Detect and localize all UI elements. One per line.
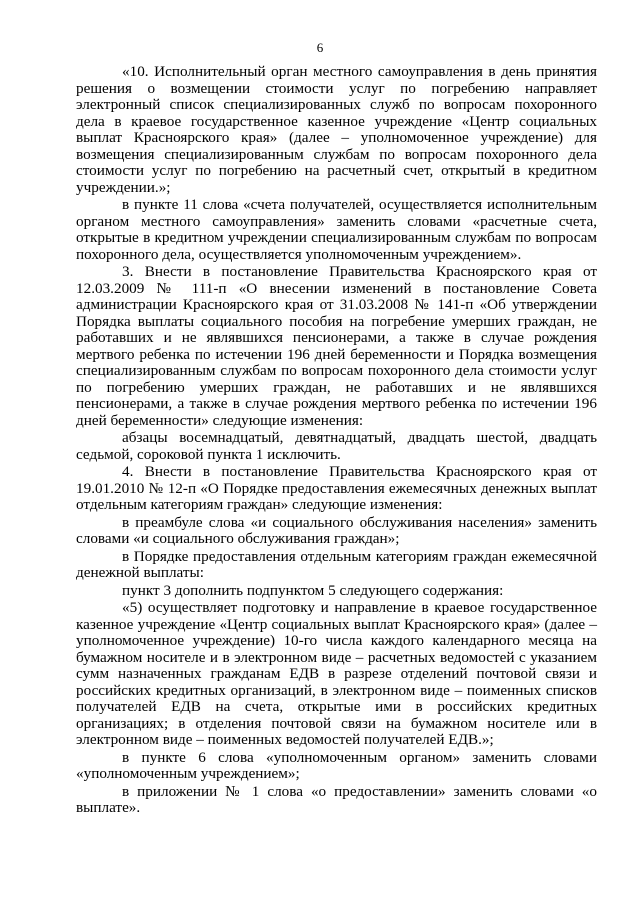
- paragraph-point-11-amendment: в пункте 11 слова «счета получателей, осуществляется исполнительным органом местного самоуправления» заменить словами «расчетные счета, открытые в кредитном учреждении специализированным службам по вопросам похоронного дела, осуществляется уполномоченным учреждением».: [76, 196, 597, 263]
- paragraph-subpoint-5-text: «5) осуществляет подготовку и направление в краевое государственное казенное учреждение «Центр социальных выплат Красноярского края» (далее – уполномоченное учреждение) 10-го числа каждого календарного месяца на бумажном носителе и в электронном виде – расчетных ведомостей с указанием сумм назначенных гражданам ЕДВ в разрезе отделений почтовой связи и российских кредитных организаций, в электронном виде – поименных списков получателей ЕДВ на счета, открытые ими в российских кредитных организациях; в отделения почтовой связи на бумажном носителе или в электронном виде – поименных ведомостей получателей ЕДВ.»;: [76, 599, 597, 748]
- paragraph-preamble-change: в преамбуле слова «и социального обслуживания населения» заменить словами «и социального обслуживания граждан»;: [76, 513, 597, 547]
- paragraph-point-6-amendment: в пункте 6 слова «уполномоченным органом» заменить словами «уполномоченным учреждением»;: [76, 748, 597, 782]
- paragraph-appendix-1-amendment: в приложении № 1 слова «о предоставлении» заменить словами «о выплате».: [76, 782, 597, 816]
- paragraph-point-3-addition: пункт 3 дополнить подпунктом 5 следующего содержания:: [122, 581, 504, 599]
- paragraph-section-4: 4. Внести в постановление Правительства Красноярского края от 19.01.2010 № 12-п «О Порядке предоставления ежемесячных денежных выплат отдельным категориям граждан» следующие изменения:: [76, 463, 597, 513]
- paragraph-order-intro: в Порядке предоставления отдельным категориям граждан ежемесячной денежной выплаты:: [76, 547, 597, 581]
- paragraph-section-3: 3. Внести в постановление Правительства Красноярского края от 12.03.2009 № 111-п «О внесении изменений в постановление Совета администрации Красноярского края от 31.03.2008 № 141-п «Об утверждении Порядка выплаты социального пособия на погребение умерших граждан, не работавших и не являвшихся пенсионерами, а также в случае рождения мертвого ребенка по истечении 196 дней беременности и Порядка возмещения специализированным службам по вопросам похоронного дела стоимости услуг по погребению умерших граждан, не работавших и не являвшихся пенсионерами, а также в случае рождения мертвого ребенка по истечении 196 дней беременности» следующие изменения:: [76, 263, 597, 429]
- paragraph-section-3-change: абзацы восемнадцатый, девятнадцатый, двадцать шестой, двадцать седьмой, сороковой пункта 1 исключить.: [76, 429, 597, 463]
- paragraph-item-10-text: «10. Исполнительный орган местного самоуправления в день принятия решения о возмещении стоимости услуг по погребению направляет электронный список специализированных служб по вопросам похоронного дела в краевое государственное казенное учреждение «Центр социальных выплат Красноярского края» (далее – уполномоченное учреждение) для возмещения специализированным службам по вопросам похоронного дела стоимости услуг по погребению на расчетный счет, открытый в кредитном учреждении.»;: [76, 63, 597, 196]
- document-body: [76, 64, 597, 818]
- page-number: 6: [316, 40, 324, 55]
